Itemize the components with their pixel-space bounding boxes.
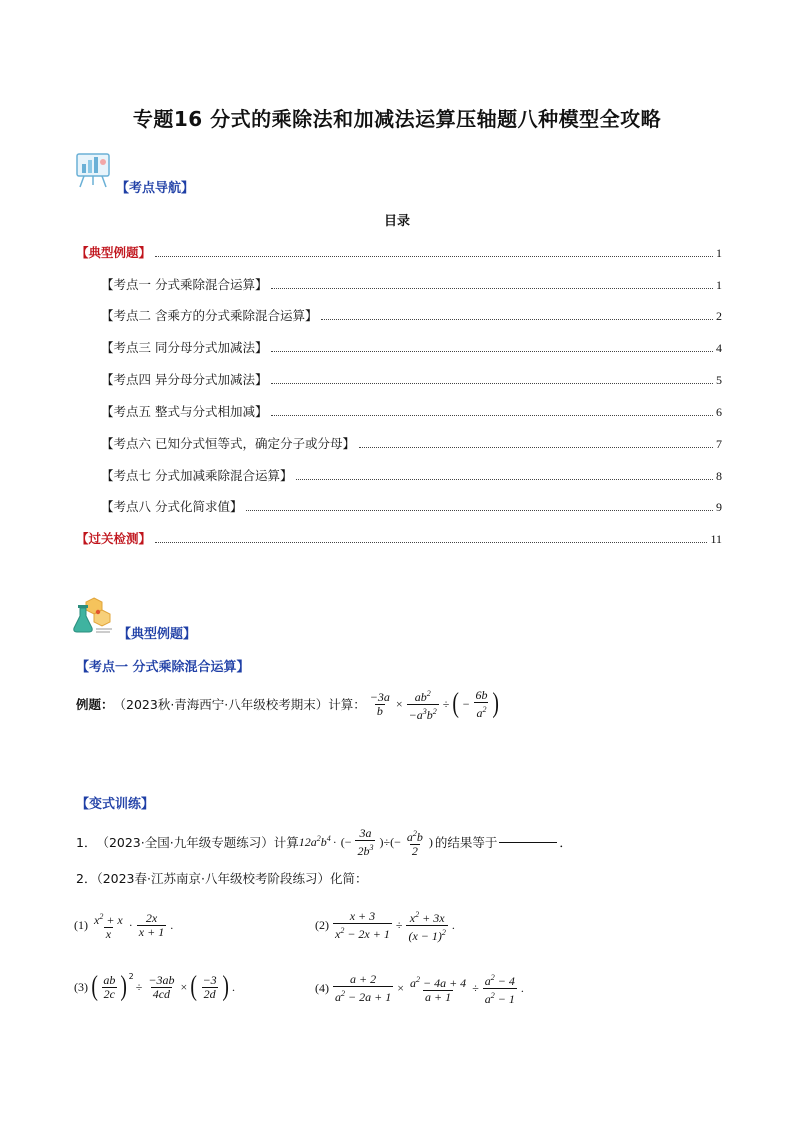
document-title: 专题16 分式的乘除法和加减法运算压轴题八种模型全攻略	[132, 107, 662, 131]
example-problem	[76, 684, 501, 724]
question-2-part-1: (1) $\frac{x^2 + x}{x}$ · $\frac{2x}{x + 1}$ .	[74, 910, 174, 941]
toc-item-label: 【考点二 含乘方的分式乘除混合运算】	[101, 308, 318, 323]
example-expression: $\frac{-3a}{b}$ × $\frac{ab^2}{-a^3b^2}$ ÷ ( − $\frac{6b}{a^2}$ )	[369, 687, 500, 722]
leader-dots	[321, 319, 713, 320]
toc-page-number: 2	[716, 309, 722, 323]
question-number: 2．	[76, 871, 97, 886]
toc-item-point-6[interactable]	[101, 434, 722, 452]
leader-dots	[271, 415, 713, 416]
toc-item-label: 【过关检测】	[76, 531, 152, 546]
example-section-heading: 【典型例题】	[118, 627, 197, 642]
toc-item-label: 【考点七 分式加减乘除混合运算】	[101, 468, 293, 483]
toc-page-number: 7	[716, 437, 722, 451]
leader-dots	[155, 542, 707, 543]
question-2-part-2: (2) $\frac{x + 3}{x^2 - 2x + 1}$ ÷ $\frac{x^2 + 3x}{(x - 1)^2}$ .	[315, 908, 455, 943]
toc-item-label: 【典型例题】	[76, 245, 152, 260]
toc-page-number: 1	[716, 246, 722, 260]
question-1	[76, 822, 572, 862]
answer-blank[interactable]	[499, 842, 557, 843]
toc-item-point-5[interactable]	[101, 402, 722, 420]
leader-dots	[271, 288, 713, 289]
presentation-board-icon	[74, 150, 114, 194]
part-number: (1)	[74, 917, 88, 932]
question-2-part-4: (4) $\frac{a + 2}{a^2 - 2a + 1}$ × $\frac{a^2 - 4a + 4}{a + 1}$ ÷ $\frac{a^2 - 4}{a^2 - 1}$ .	[315, 971, 524, 1006]
toc-page-number: 9	[716, 500, 722, 514]
toc-item-checkpoint-test[interactable]	[76, 529, 722, 547]
toc-page-number: 4	[716, 341, 722, 355]
question-1-end: ．	[559, 835, 572, 850]
toc-title: 目录	[383, 214, 410, 229]
toc-page-number: 1	[716, 278, 722, 292]
example-prefix: 例题：	[76, 697, 114, 712]
toc-page-number: 6	[716, 405, 722, 419]
question-source: （2023春·江苏南京·八年级校考阶段练习）化简：	[96, 871, 368, 886]
question-1-tail: 的结果等于	[434, 835, 498, 850]
toc-item-point-1[interactable]	[101, 275, 722, 293]
toc-item-point-3[interactable]	[101, 338, 722, 356]
toc-page-number: 8	[716, 469, 722, 483]
toc-item-label: 【考点五 整式与分式相加减】	[101, 404, 268, 419]
question-number: 1．	[76, 835, 97, 850]
toc-item-label: 【考点六 已知分式恒等式，确定分子或分母】	[101, 436, 355, 451]
variant-training-heading: 【变式训练】	[76, 797, 155, 812]
question-1-expression: $12a^2b^4$ · (− $\frac{3a}{2b^3}$ )÷(− $\frac{a^2b}{2}$ )	[298, 825, 433, 858]
point-1-heading: 【考点一 分式乘除混合运算】	[76, 660, 250, 675]
leader-dots	[296, 479, 713, 480]
example-source: （2023秋·青海西宁·八年级校考期末）计算：	[113, 697, 366, 712]
question-2	[76, 869, 367, 887]
toc-item-label: 【考点八 分式化简求值】	[101, 499, 243, 514]
leader-dots	[246, 510, 713, 511]
toc-item-point-7[interactable]	[101, 466, 722, 484]
leader-dots	[359, 447, 713, 448]
part-number: (2)	[315, 917, 329, 932]
question-2-part-3: (3) ( $\frac{ab}{2c}$ ) $^2$ ÷ $\frac{-3ab}{4cd}$ × ( $\frac{-3}{2d}$ ) .	[74, 971, 235, 1002]
toc-item-typical-examples[interactable]	[76, 243, 722, 261]
toc-page-number: 11	[710, 532, 722, 546]
lab-flask-icon	[72, 596, 116, 640]
question-source: （2023·全国·九年级专题练习）计算	[96, 835, 299, 850]
nav-heading: 【考点导航】	[116, 181, 195, 196]
part-number: (3)	[74, 979, 88, 994]
toc-item-label: 【考点四 异分母分式加减法】	[101, 372, 268, 387]
leader-dots	[271, 351, 713, 352]
leader-dots	[155, 256, 713, 257]
toc-item-point-8[interactable]	[101, 497, 722, 515]
part-number: (4)	[315, 980, 329, 995]
toc-page-number: 5	[716, 373, 722, 387]
toc-item-label: 【考点三 同分母分式加减法】	[101, 340, 268, 355]
toc-item-label: 【考点一 分式乘除混合运算】	[101, 277, 268, 292]
toc-item-point-4[interactable]	[101, 370, 722, 388]
leader-dots	[271, 383, 713, 384]
toc-item-point-2[interactable]	[101, 306, 722, 324]
